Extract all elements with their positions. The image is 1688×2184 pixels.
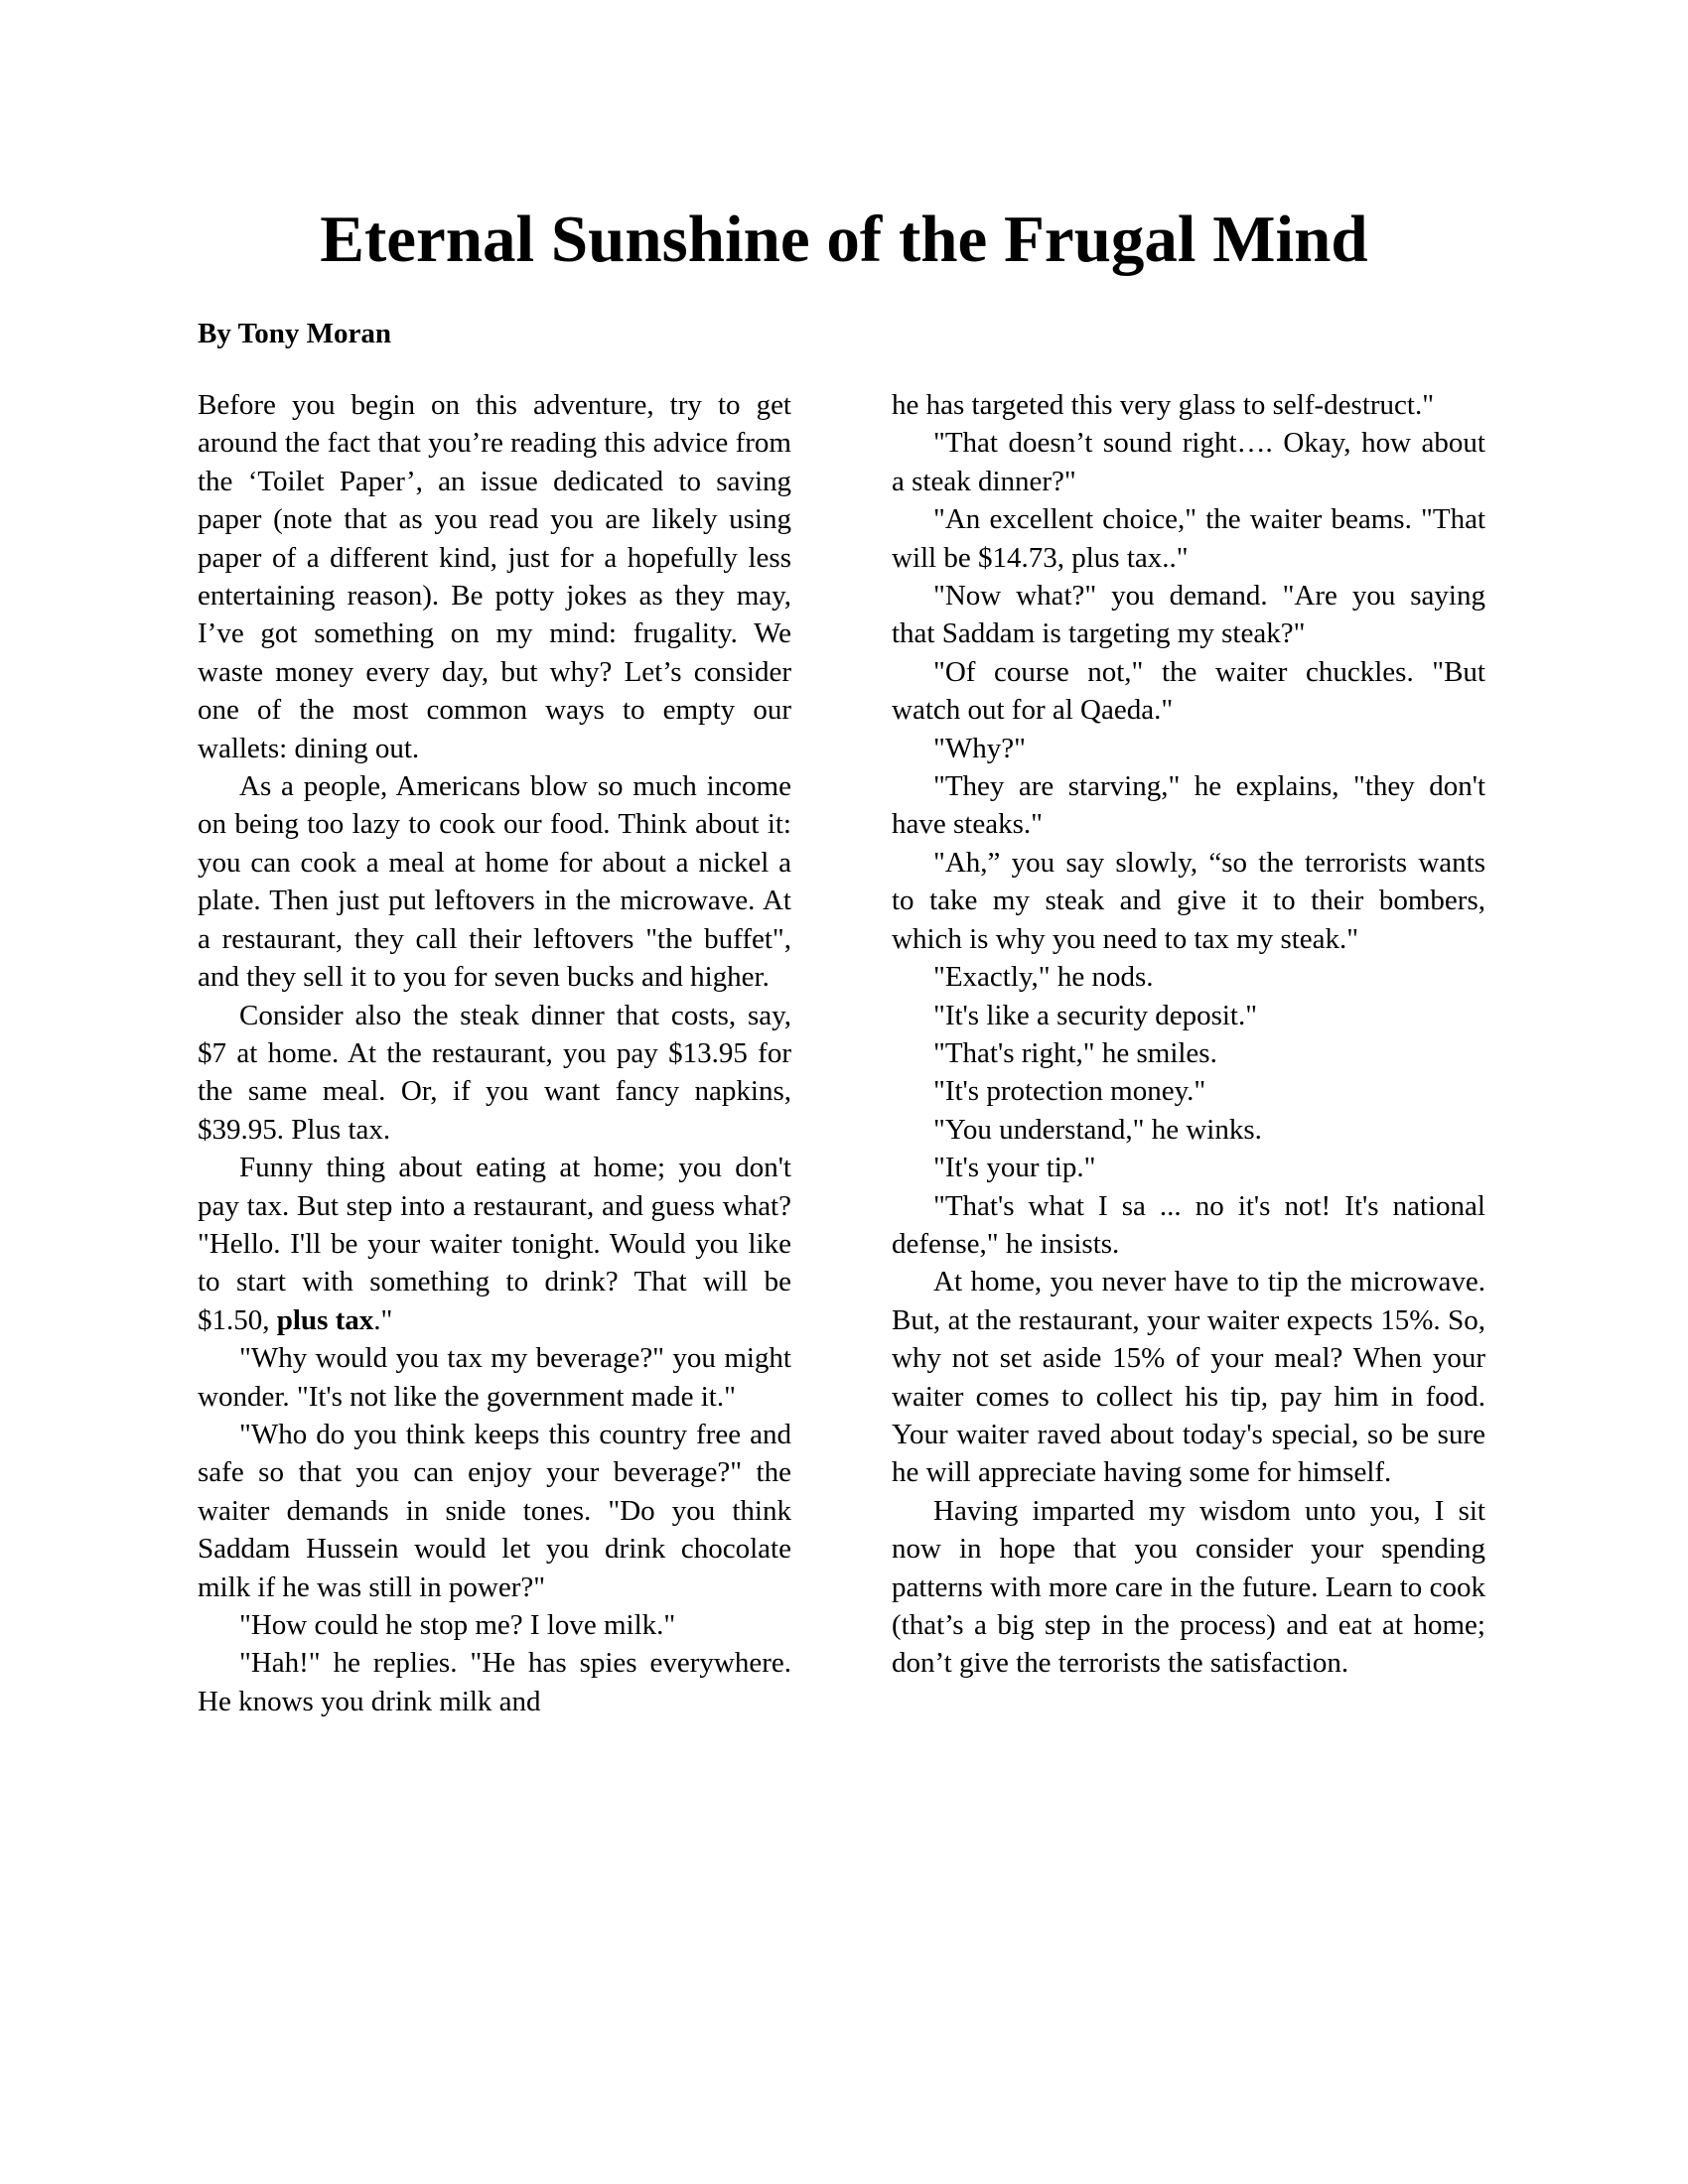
- right-column: [892, 386, 1485, 1683]
- paragraph: [198, 1149, 791, 1339]
- paragraph: Before you begin on this adventure, try to get around the fact that you’re reading this advice from the ‘Toilet Paper’, an issue dedicated to saving paper (note that as you read you are likely using paper of a different kind, just for a hopefully less entertaining reason). Be potty jokes as they may, I’ve got something on my mind: frugality. We waste money every day, but why? Let’s consider one of the most common ways to empty our wallets: dining out.: [198, 389, 791, 764]
- paragraph: "Who do you think keeps this country free and safe so that you can enjoy your beverage?" the waiter demands in snide tones. "Do you think Saddam Hussein would let you drink chocolate milk if he was still in power?": [198, 1418, 791, 1603]
- paragraph: "Why would you tax my beverage?" you might wonder. "It's not like the government made it.": [198, 1342, 791, 1413]
- paragraph: he has targeted this very glass to self-destruct.": [892, 389, 1435, 421]
- paragraph: Having imparted my wisdom unto you, I sit now in hope that you consider your spending patterns with more care in the future. Learn to cook (that’s a big step in the process) and eat at home; don’t give the terrorists the satisfaction.: [892, 1494, 1485, 1680]
- paragraph: As a people, Americans blow so much income on being too lazy to cook our food. Think about it: you can cook a meal at home for about a nickel a plate. Then just put leftovers in the microwave. At a restaurant, they call their leftovers "the buffet", and they sell it to you for seven bucks and higher.: [198, 770, 791, 994]
- paragraph: "It's like a security deposit.": [933, 999, 1258, 1031]
- paragraph: "Hah!" he replies. "He has spies everywhere. He knows you drink milk and: [198, 1647, 791, 1717]
- paragraph: "That doesn’t sound right…. Okay, how about a steak dinner?": [892, 427, 1485, 497]
- paragraph: "An excellent choice," the waiter beams. "That will be $14.73, plus tax..": [892, 503, 1485, 574]
- paragraph: "Now what?" you demand. "Are you saying that Saddam is targeting my steak?": [892, 580, 1485, 650]
- paragraph-text: .": [373, 1303, 393, 1336]
- paragraph: "Exactly," he nods.: [933, 961, 1154, 994]
- paragraph: "How could he stop me? I love milk.": [239, 1609, 676, 1641]
- paragraph: "That's what I sa ... no it's not! It's national defense," he insists.: [892, 1189, 1485, 1260]
- paragraph: "Ah,” you say slowly, “so the terrorists wants to take my steak and give it to their bombers, which is why you need to tax my steak.": [892, 846, 1485, 955]
- left-column: [198, 386, 791, 1720]
- paragraph: "Why?": [933, 732, 1026, 764]
- bold-emphasis: plus tax: [276, 1303, 374, 1336]
- paragraph: "It's protection money.": [933, 1075, 1206, 1108]
- paragraph: "It's your tip.": [933, 1152, 1096, 1184]
- paragraph: "You understand," he winks.: [933, 1113, 1262, 1146]
- article-title: Eternal Sunshine of the Frugal Mind: [320, 203, 1368, 276]
- paragraph: "That's right," he smiles.: [933, 1036, 1217, 1069]
- paragraph: Consider also the steak dinner that costs, say, $7 at home. At the restaurant, you pay $13.95 for the same meal. Or, if you want fancy napkins, $39.95. Plus tax.: [198, 999, 791, 1146]
- byline: By Tony Moran: [198, 318, 391, 349]
- paragraph: At home, you never have to tip the microwave. But, at the restaurant, your waiter expects 15%. So, why not set aside 15% of your meal? When your waiter comes to collect his tip, pay him in food. Your waiter raved about today's special, so be sure he will appreciate having some for himself.: [892, 1266, 1485, 1489]
- paragraph: "They are starving," he explains, "they don't have steaks.": [892, 770, 1485, 841]
- paragraph: "Of course not," the waiter chuckles. "But watch out for al Qaeda.": [892, 655, 1485, 727]
- paragraph-text: Funny thing about eating at home; you don't pay tax. But step into a restaurant, and guess what? "Hello. I'll be your waiter tonight. Would you like to start with something to drink? That will be $1.50,: [198, 1152, 791, 1336]
